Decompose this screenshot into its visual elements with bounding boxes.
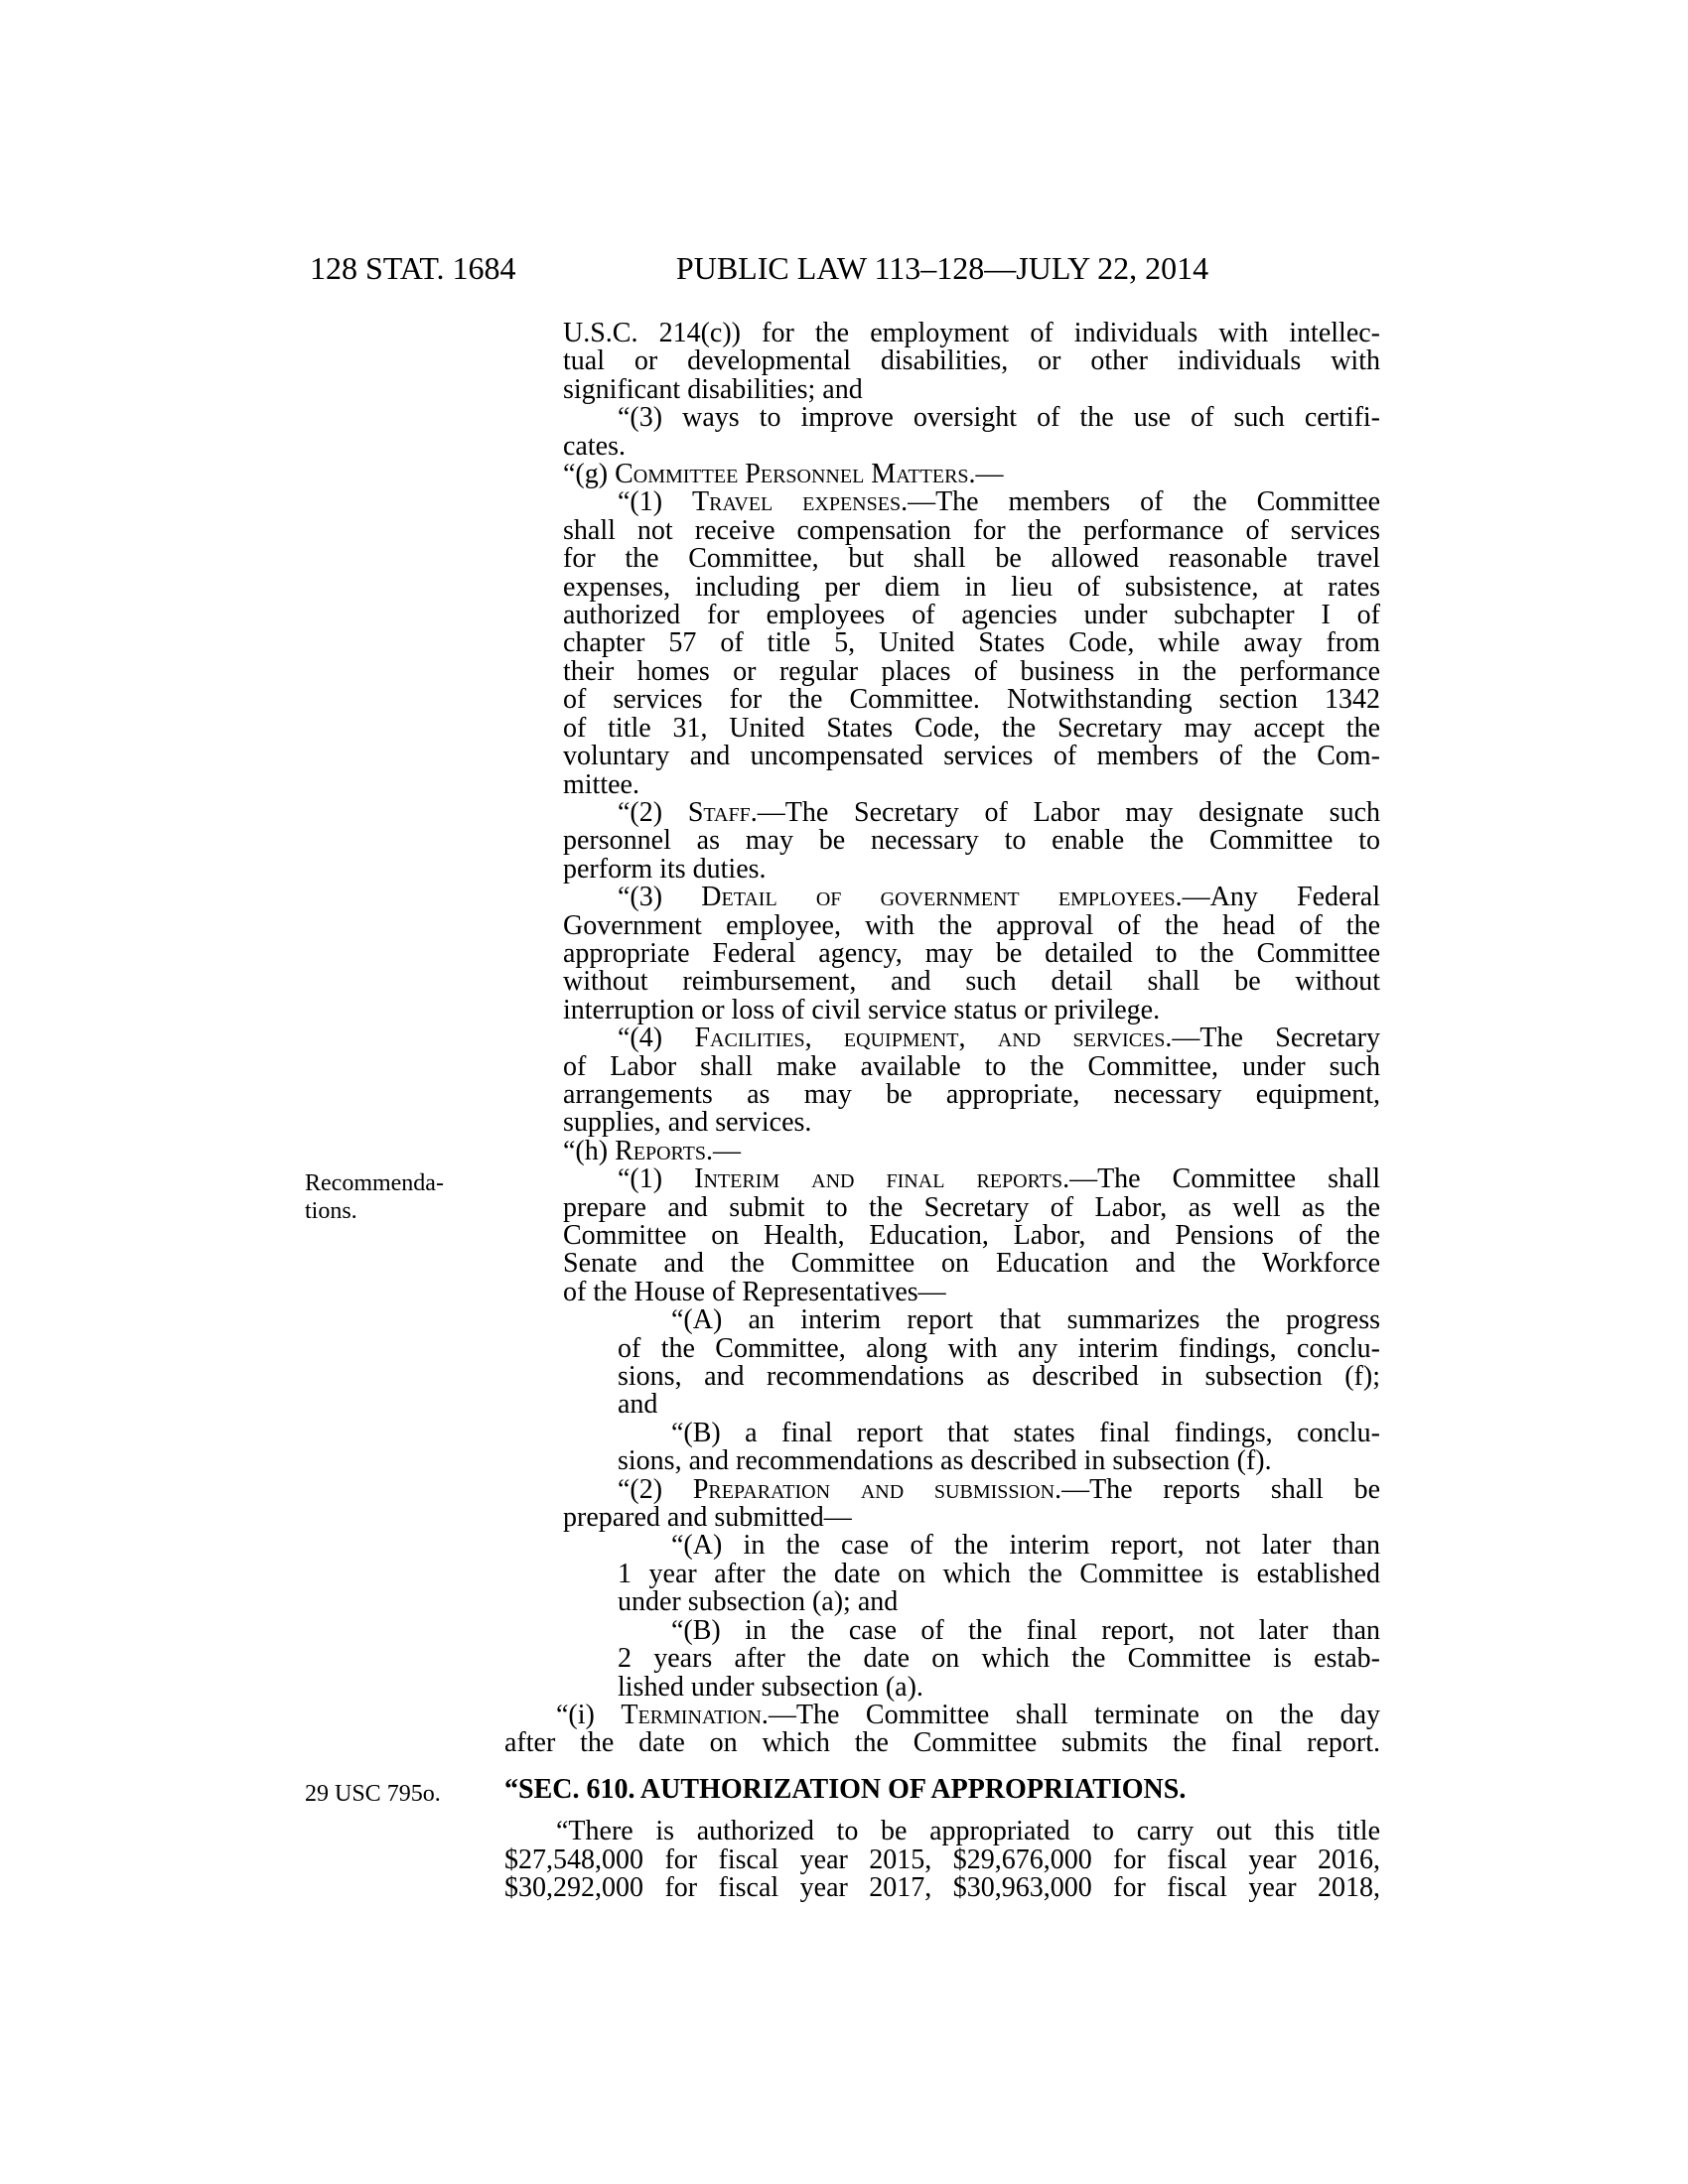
text-line (563, 994, 1380, 1025)
text-segment: .— (706, 1135, 742, 1166)
text-line (563, 768, 1380, 800)
text-segment: perform its duties. (563, 853, 767, 885)
text-segment: sions, and recommendations as described in subsection (f); (618, 1361, 1380, 1393)
text-line (563, 629, 1380, 657)
text-segment: sions, and recommendations as described in subsection (f). (618, 1445, 1272, 1477)
text-segment: “(3) ways to improve oversight of the use of such certifi- (618, 402, 1380, 434)
text-segment: .—The Committee shall terminate on the day (761, 1699, 1380, 1730)
text-line (563, 968, 1380, 996)
text-line (563, 514, 1380, 546)
small-caps-label: Staff (687, 796, 751, 828)
text-segment: “(1) (618, 1163, 695, 1195)
text-segment: U.S.C. 214(c)) for the employment of individuals with intellec- (563, 318, 1380, 348)
text-segment: “(3) (618, 882, 702, 913)
text-line (618, 1391, 1380, 1419)
text-line (504, 1843, 1380, 1875)
text-segment: prepare and submit to the Secretary of Labor, as well as the (563, 1191, 1380, 1223)
text-segment: interruption or loss of civil service status or privilege. (563, 994, 1161, 1025)
text-line (563, 1135, 1380, 1166)
text-line (563, 461, 1380, 488)
text-segment: 1 year after the date on which the Committee is established (618, 1558, 1380, 1589)
text-segment: “(i) (556, 1699, 622, 1730)
text-line (671, 1614, 1380, 1646)
text-segment: “(B) in the case of the final report, not later than (671, 1614, 1380, 1646)
text-line (563, 320, 1380, 347)
text-segment: of title 31, United States Code, the Secretary may accept the (563, 712, 1380, 744)
text-segment: of services for the Committee. Notwithstanding section 1342 (563, 684, 1380, 716)
text-segment: .—The Committee shall (1062, 1163, 1380, 1195)
text-segment: expenses, including per diem in lieu of subsistence, at rates (563, 571, 1380, 603)
text-line (671, 1306, 1380, 1334)
text-segment: “(4) (618, 1023, 695, 1054)
closing-lines (504, 1818, 1380, 1902)
text-line (618, 1588, 1380, 1616)
margin-note-line: tions. (305, 1198, 357, 1224)
text-segment: cates. (563, 430, 626, 462)
text-line (504, 1729, 1380, 1757)
text-line (671, 1532, 1380, 1560)
text-line (618, 1363, 1380, 1391)
text-line (563, 1222, 1380, 1250)
text-segment: their homes or regular places of business in the performance (563, 655, 1380, 687)
text-line (563, 1078, 1380, 1110)
text-line (618, 1558, 1380, 1589)
small-caps-label: Interim and final reports (694, 1163, 1063, 1195)
text-segment: under subsection (a); and (618, 1586, 899, 1618)
text-segment: Committee on Health, Education, Labor, and Pensions of the (563, 1220, 1380, 1251)
stat-page-number: 128 STAT. 1684 (310, 250, 516, 286)
text-segment: and (618, 1389, 658, 1421)
text-segment: shall not receive compensation for the performance of services (563, 514, 1380, 546)
text-segment: “There is authorized to be appropriated to carry out this title (556, 1816, 1380, 1847)
text-segment: authorized for employees of agencies under subchapter I of (563, 600, 1380, 631)
small-caps-label: Preparation and submission (692, 1473, 1055, 1505)
small-caps-label: Detail of government employees (701, 882, 1176, 913)
text-segment: .—The Secretary of Labor may designate such (750, 796, 1380, 828)
text-segment: .—The Secretary (1165, 1023, 1380, 1054)
text-segment: “(h) (563, 1135, 616, 1166)
text-segment: “(B) a final report that states final findings, conclu- (671, 1417, 1380, 1448)
text-line (563, 1276, 1380, 1307)
text-segment: mittee. (563, 768, 639, 800)
text-segment: .— (968, 459, 1004, 490)
text-line (563, 827, 1380, 855)
text-segment: lished under subsection (a). (618, 1671, 923, 1703)
text-line (504, 1871, 1380, 1903)
text-line (563, 602, 1380, 629)
text-segment: of Labor shall make available to the Committee, under such (563, 1050, 1380, 1082)
text-segment: “(2) (618, 1473, 693, 1505)
text-line (618, 488, 1380, 516)
text-line (671, 1417, 1380, 1448)
small-caps-label: Termination (621, 1699, 762, 1730)
text-segment: of the Committee, along with any interim findings, conclu- (618, 1332, 1380, 1364)
text-line (563, 853, 1380, 885)
text-segment: appropriate Federal agency, may be detailed to the Committee (563, 937, 1380, 969)
text-line (563, 1250, 1380, 1278)
margin-note-line: Recommenda- (305, 1170, 444, 1196)
text-line (556, 1699, 1380, 1730)
text-line (618, 404, 1380, 432)
text-segment: “(A) in the case of the interim report, not later than (671, 1530, 1380, 1562)
text-segment: chapter 57 of title 5, United States Code, while away from (563, 627, 1380, 659)
text-line (563, 1504, 1380, 1532)
text-segment: .—The reports shall be (1055, 1473, 1381, 1505)
text-line (563, 347, 1380, 375)
text-line (563, 743, 1380, 770)
section-heading: “SEC. 610. AUTHORIZATION OF APPROPRIATIONS. (504, 1773, 1187, 1805)
text-segment: .—The members of the Committee (901, 486, 1381, 518)
text-segment: after the date on which the Committee submits the final report. (504, 1727, 1380, 1759)
text-line (563, 655, 1380, 687)
text-segment: without reimbursement, and such detail shall be without (563, 966, 1380, 998)
text-line (563, 373, 1380, 405)
text-segment: “(1) (618, 486, 693, 518)
text-line (563, 686, 1380, 714)
text-segment: supplies, and services. (563, 1107, 812, 1139)
text-line (563, 1191, 1380, 1223)
text-line (563, 909, 1380, 941)
text-line (618, 1473, 1381, 1505)
text-segment: tual or developmental disabilities, or other individuals with (563, 345, 1380, 377)
text-line (563, 545, 1380, 573)
text-line (556, 1818, 1380, 1845)
text-segment: .—Any Federal (1175, 882, 1380, 913)
small-caps-label: Travel expenses (692, 486, 902, 518)
text-line (563, 712, 1380, 744)
text-line (563, 937, 1380, 969)
text-segment: Senate and the Committee on Education and the Workforce (563, 1248, 1380, 1280)
text-segment: “(2) (618, 796, 688, 828)
text-line (618, 796, 1380, 828)
small-caps-label: Committee Personnel Matters (615, 459, 969, 490)
body-lines (504, 320, 1380, 1758)
text-line (563, 1050, 1380, 1082)
small-caps-label: Facilities, equipment, and services (694, 1023, 1166, 1054)
text-line (563, 571, 1380, 603)
statute-text (504, 320, 1380, 1902)
text-segment: significant disabilities; and (563, 373, 863, 405)
text-segment: Government employee, with the approval of the head of the (563, 909, 1380, 941)
text-segment: $27,548,000 for fiscal year 2015, $29,676,000 for fiscal year 2016, (504, 1843, 1380, 1875)
public-law-header: PUBLIC LAW 113–128—JULY 22, 2014 (675, 250, 1209, 286)
margin-note-recommendations (305, 1169, 498, 1225)
text-segment: of the House of Representatives— (563, 1276, 946, 1307)
text-segment: “(g) (563, 459, 616, 490)
text-segment: for the Committee, but shall be allowed reasonable travel (563, 543, 1380, 575)
text-segment: prepared and submitted— (563, 1502, 852, 1534)
text-line (618, 1671, 1380, 1703)
text-segment: $30,292,000 for fiscal year 2017, $30,963,000 for fiscal year 2018, (504, 1871, 1380, 1903)
text-segment: voluntary and uncompensated services of members of the Com- (563, 741, 1380, 772)
margin-note-usc-citation: 29 USC 795o. (305, 1781, 441, 1807)
text-line (618, 1447, 1380, 1475)
text-line (618, 1332, 1380, 1364)
small-caps-label: Reports (615, 1135, 707, 1166)
text-segment: personnel as may be necessary to enable the Committee to (563, 825, 1380, 857)
text-line (618, 1645, 1380, 1673)
text-segment: 2 years after the date on which the Committee is estab- (618, 1643, 1380, 1675)
text-line (563, 430, 1380, 462)
text-line (563, 1109, 1380, 1137)
text-segment: arrangements as may be appropriate, necessary equipment, (563, 1078, 1380, 1110)
text-line (618, 1165, 1380, 1193)
text-segment: “(A) an interim report that summarizes the progress (671, 1304, 1380, 1336)
text-line (618, 884, 1380, 911)
text-line (618, 1024, 1380, 1052)
